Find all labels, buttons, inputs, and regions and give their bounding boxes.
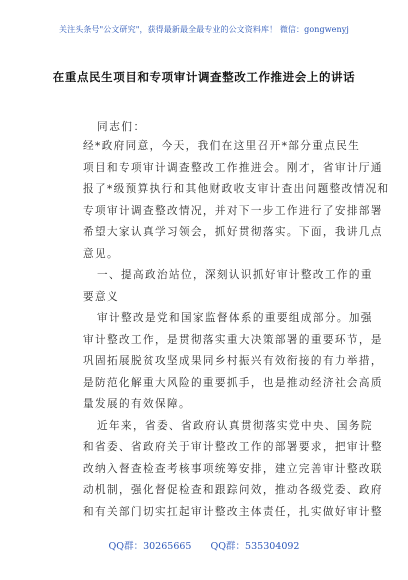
text-line: 审计整改是党和国家监督体系的重要组成部分。加强 <box>97 312 373 324</box>
body-paragraphs <box>83 136 390 523</box>
qq-group-2: QQ群：535304092 <box>210 541 300 552</box>
text-line: 希望大家认真学习领会，抓好贯彻落实。下面，我讲几点 <box>83 226 383 238</box>
text-line: 意见。 <box>83 247 119 260</box>
section-heading: 一、提高政治站位，深刻认识抓好审计整改工作的重 <box>97 269 373 281</box>
text-line: 和有关部门切实扛起审计整改主体责任，扎实做好审计整 <box>83 505 383 518</box>
text-line: 项目和专项审计调查整改工作推进会。刚才，省审计厅通 <box>83 161 383 174</box>
footer-note <box>0 538 408 552</box>
text-line: 专项审计调查整改情况，并对下一步工作进行了安排部署 <box>83 204 383 217</box>
header-note: 关注头条号"公文研究"，获得最新最全最专业的公文资料库！ 微信：gongwenyj <box>59 25 349 34</box>
text-line: 近年来，省委、省政府认真贯彻落实党中央、国务院 <box>97 419 373 432</box>
text-line: 经*政府同意，今天，我们在这里召开*部分重点民生 <box>83 140 361 152</box>
text-line: 报了*级预算执行和其他财政收支审计查出问题整改情况和 <box>83 183 390 195</box>
text-line: 动机制，强化督促检查和跟踪问效，推动各级党委、政府 <box>83 484 383 496</box>
page-title: 在重点民生项目和专项审计调查整改工作推进会上的讲话 <box>52 70 356 84</box>
text-line: 和省委、省政府关于审计整改工作的部署要求，把审计整 <box>83 441 383 453</box>
qq-group-1: QQ群：30265665 <box>108 541 192 552</box>
text-line: 巩固拓展脱贫攻坚成果同乡村振兴有效衔接的有力举措， <box>83 355 383 367</box>
greeting: 同志们： <box>97 121 146 133</box>
text-line: 改纳入督查检查考核事项统筹安排，建立完善审计整改联 <box>83 462 383 475</box>
text-line: 是防范化解重大风险的重要抓手，也是推动经济社会高质 <box>83 376 383 389</box>
text-line: 量发展的有效保障。 <box>83 398 191 410</box>
text-line: 审计整改工作，是贯彻落实重大决策部署的重要环节，是 <box>83 333 383 346</box>
section-heading-cont: 要意义 <box>83 290 119 303</box>
